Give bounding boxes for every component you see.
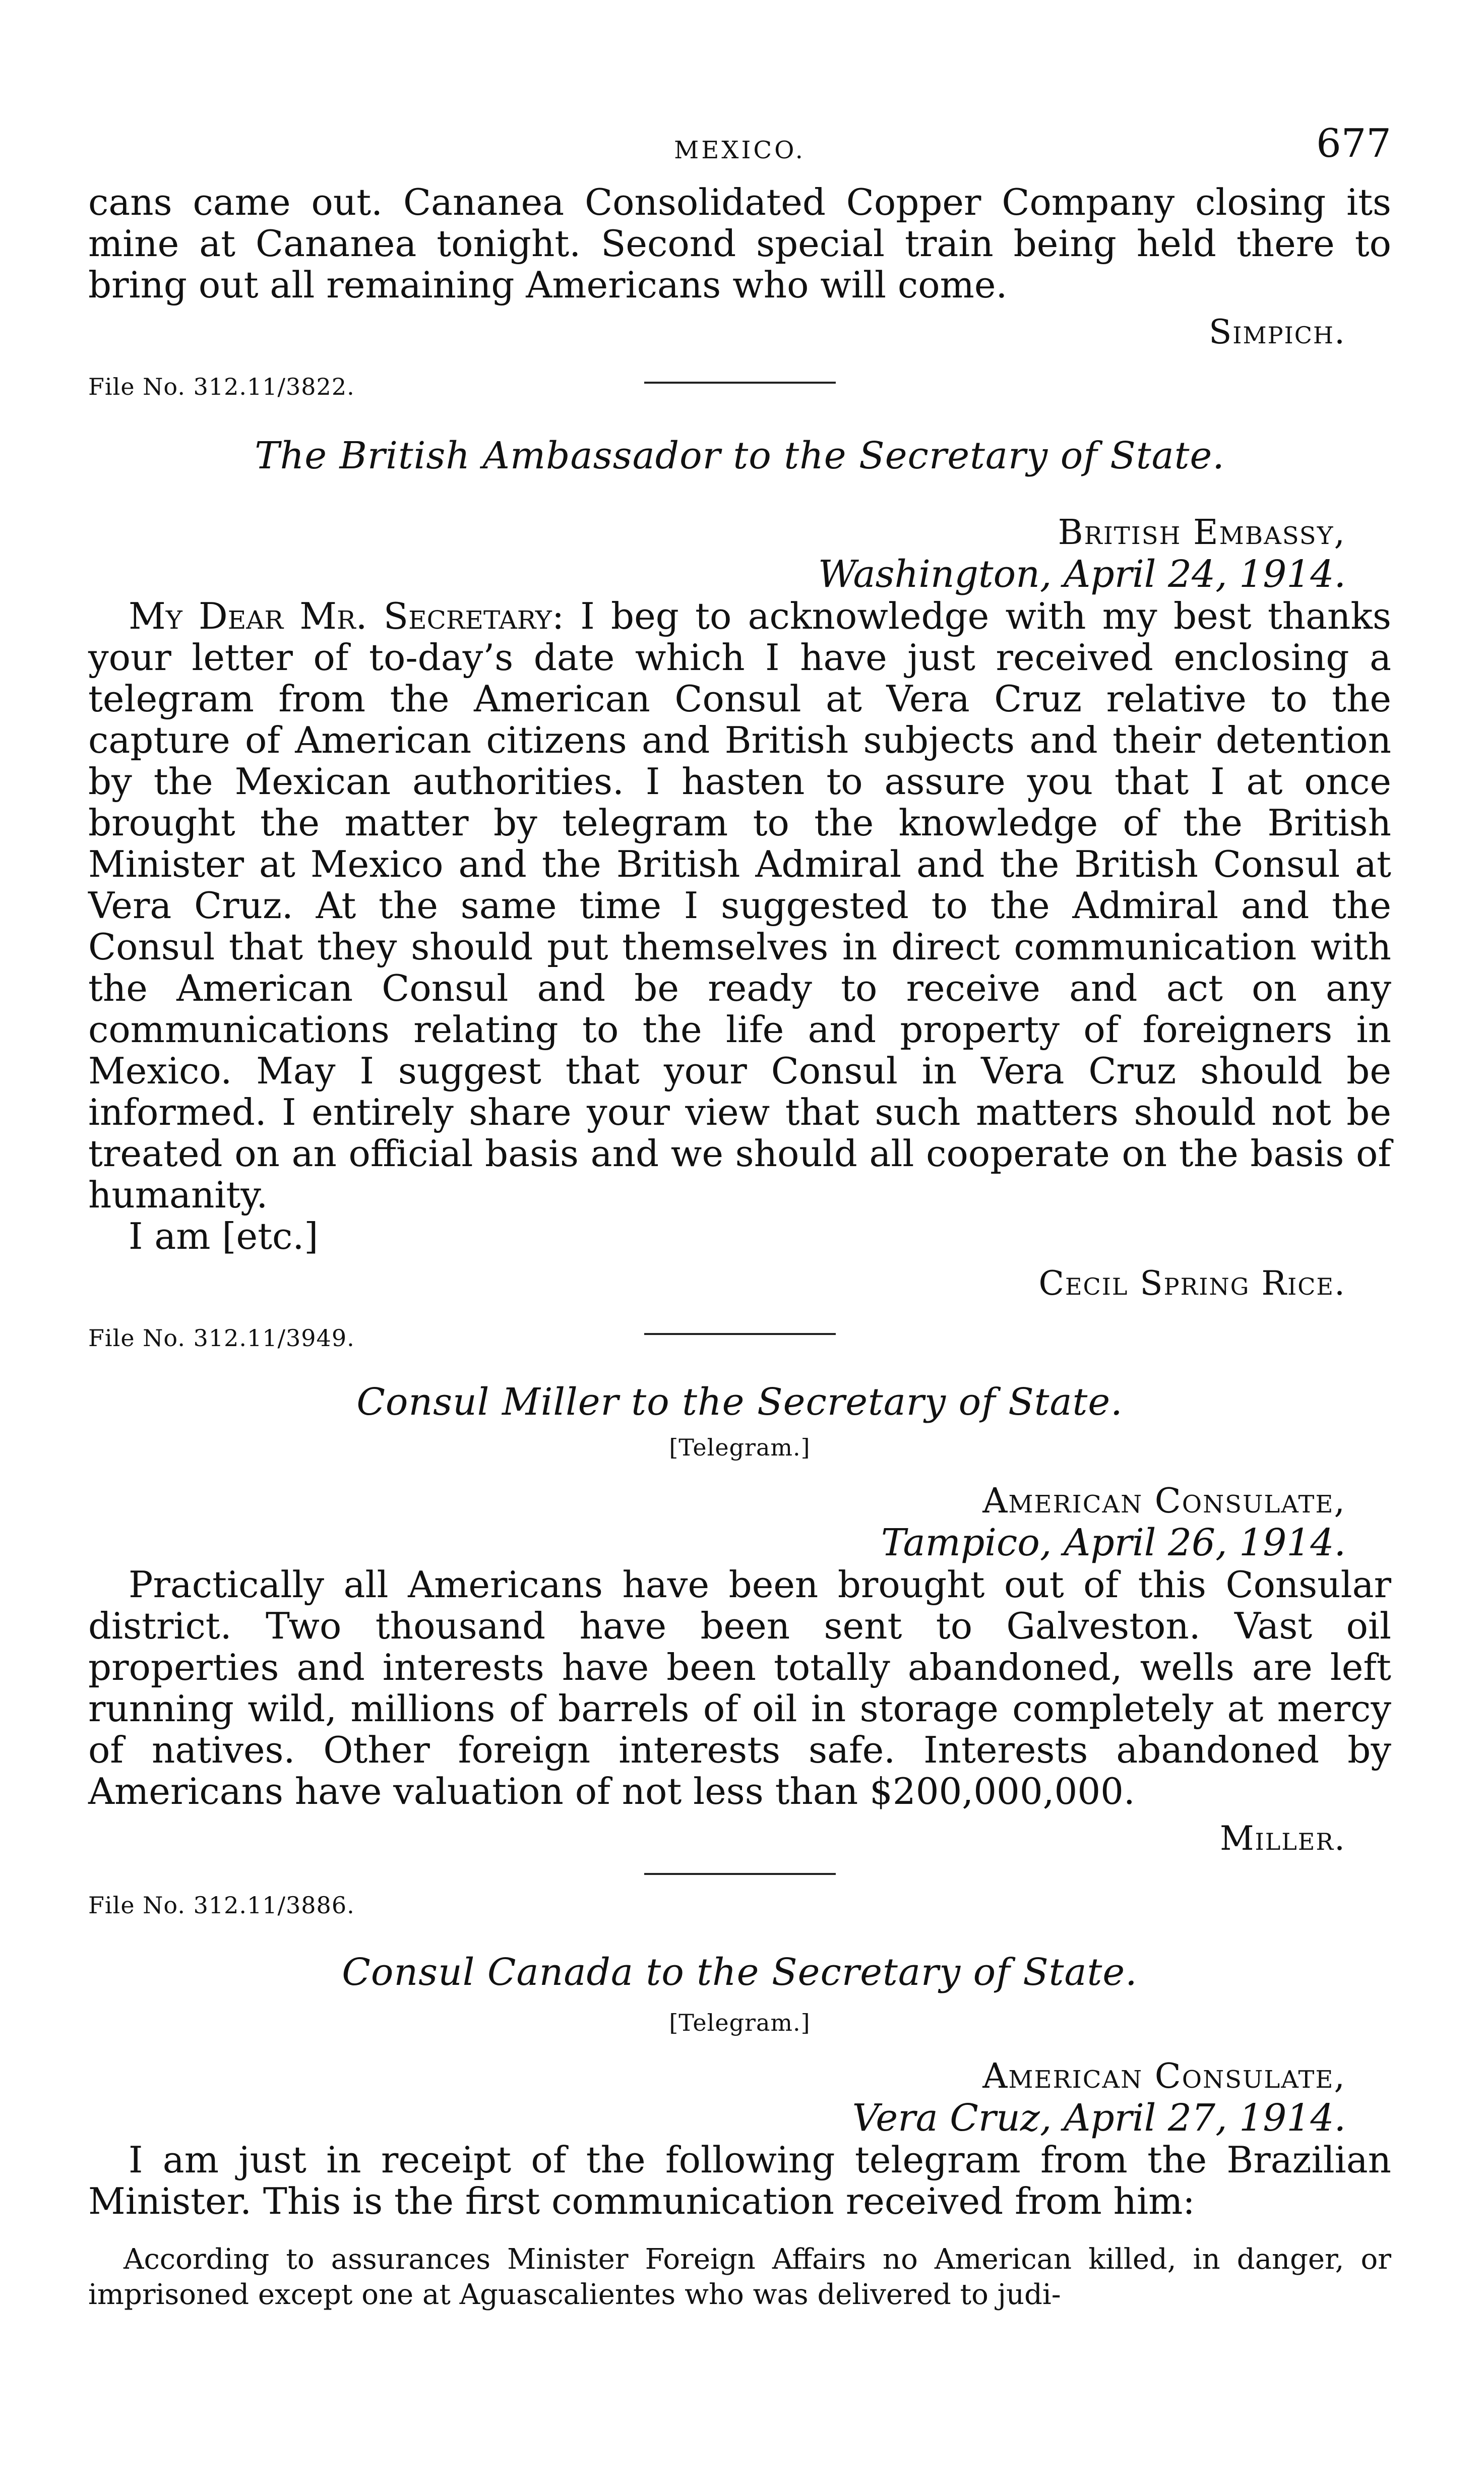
doc3-body: Practically all Americans have been brought out of this Consular district. Two thousand have been sent to Galveston. Vast oil properties and interests have been totally abandoned, wells are left running wild, millions of barrels of oil in storage completely at mercy of natives. Other foreign interests safe. Interests abandoned by Americans have valuation of not less than $200,000,000. — [88, 1563, 1391, 1812]
doc2-date: Washington, April 24, 1914. — [818, 553, 1346, 596]
doc3-dateline — [88, 1481, 1391, 1564]
doc3-place: American Consulate, — [982, 1481, 1346, 1521]
doc2-title: The British Ambassador to the Secretary of State. — [255, 434, 1225, 477]
doc3-date: Tampico, April 26, 1914. — [881, 1521, 1346, 1564]
doc3-title: Consul Miller to the Secretary of State. — [356, 1380, 1123, 1424]
page-number: 677 — [1316, 121, 1391, 166]
doc4-file-number: File No. 312.11/3886. — [88, 1892, 355, 1919]
doc4-dateline — [88, 2056, 1391, 2139]
doc2-body-text: I beg to acknowledge with my best thanks your letter of to-day’s date which I have just received enclosing a telegram from the American Consul at Vera Cruz relative to the capture of American citizens and British subjects and their detention by the Mexican authorities. I hasten to assure you that I at once brought the matter by telegram to the knowledge of the British Minister at Mexico and the British Admiral and the British Consul at Vera Cruz. At the same time I suggested to the Admiral and the Consul that they should put themselves in direct communication with the American Consul and be ready to receive and act on any communications relating to the life and property of foreigners in Mexico. May I suggest that your Consul in Vera Cruz should be informed. I entirely share your view that such matters should not be treated on an official basis and we should all cooperate on the basis of humanity. — [88, 595, 1392, 1216]
doc2-dateline — [88, 513, 1391, 595]
doc4-title: Consul Canada to the Secretary of State. — [342, 1951, 1138, 1994]
doc4-quote: According to assurances Minister Foreign Affairs no American killed, in danger, or imprisoned except one at Aguascalientes who was delivered to judi- — [88, 2243, 1391, 2311]
doc2-closing: I am [etc.] — [129, 1215, 319, 1257]
doc2-salutation: My Dear Mr. Secretary: — [129, 595, 565, 637]
running-head: MEXICO. — [674, 136, 806, 164]
page-header — [88, 121, 1391, 181]
doc3-signature: Miller. — [1219, 1819, 1346, 1858]
doc1-continuation: cans came out. Cananea Consolidated Copper Company closing its mine at Cananea tonight. Second special train being held there to bring out all remaining Americans who will come. — [88, 181, 1391, 306]
doc4-place: American Consulate, — [982, 2056, 1346, 2096]
doc4-date: Vera Cruz, April 27, 1914. — [852, 2096, 1346, 2140]
document-page — [88, 121, 1391, 2313]
doc2-signature: Cecil Spring Rice. — [1038, 1264, 1346, 1303]
doc2-file-number: File No. 312.11/3822. — [88, 373, 355, 400]
doc2-place: British Embassy, — [1058, 513, 1346, 553]
doc4-body: I am just in receipt of the following telegram from the Brazilian Minister. This is the first communication received from him: — [88, 2139, 1391, 2222]
doc3-file-number: File No. 312.11/3949. — [88, 1324, 355, 1352]
doc4-telegram-label: [Telegram.] — [669, 2009, 811, 2036]
doc2-body — [88, 595, 1391, 1216]
doc3-telegram-label: [Telegram.] — [669, 1434, 811, 1461]
doc1-signature: Simpich. — [1209, 313, 1346, 351]
